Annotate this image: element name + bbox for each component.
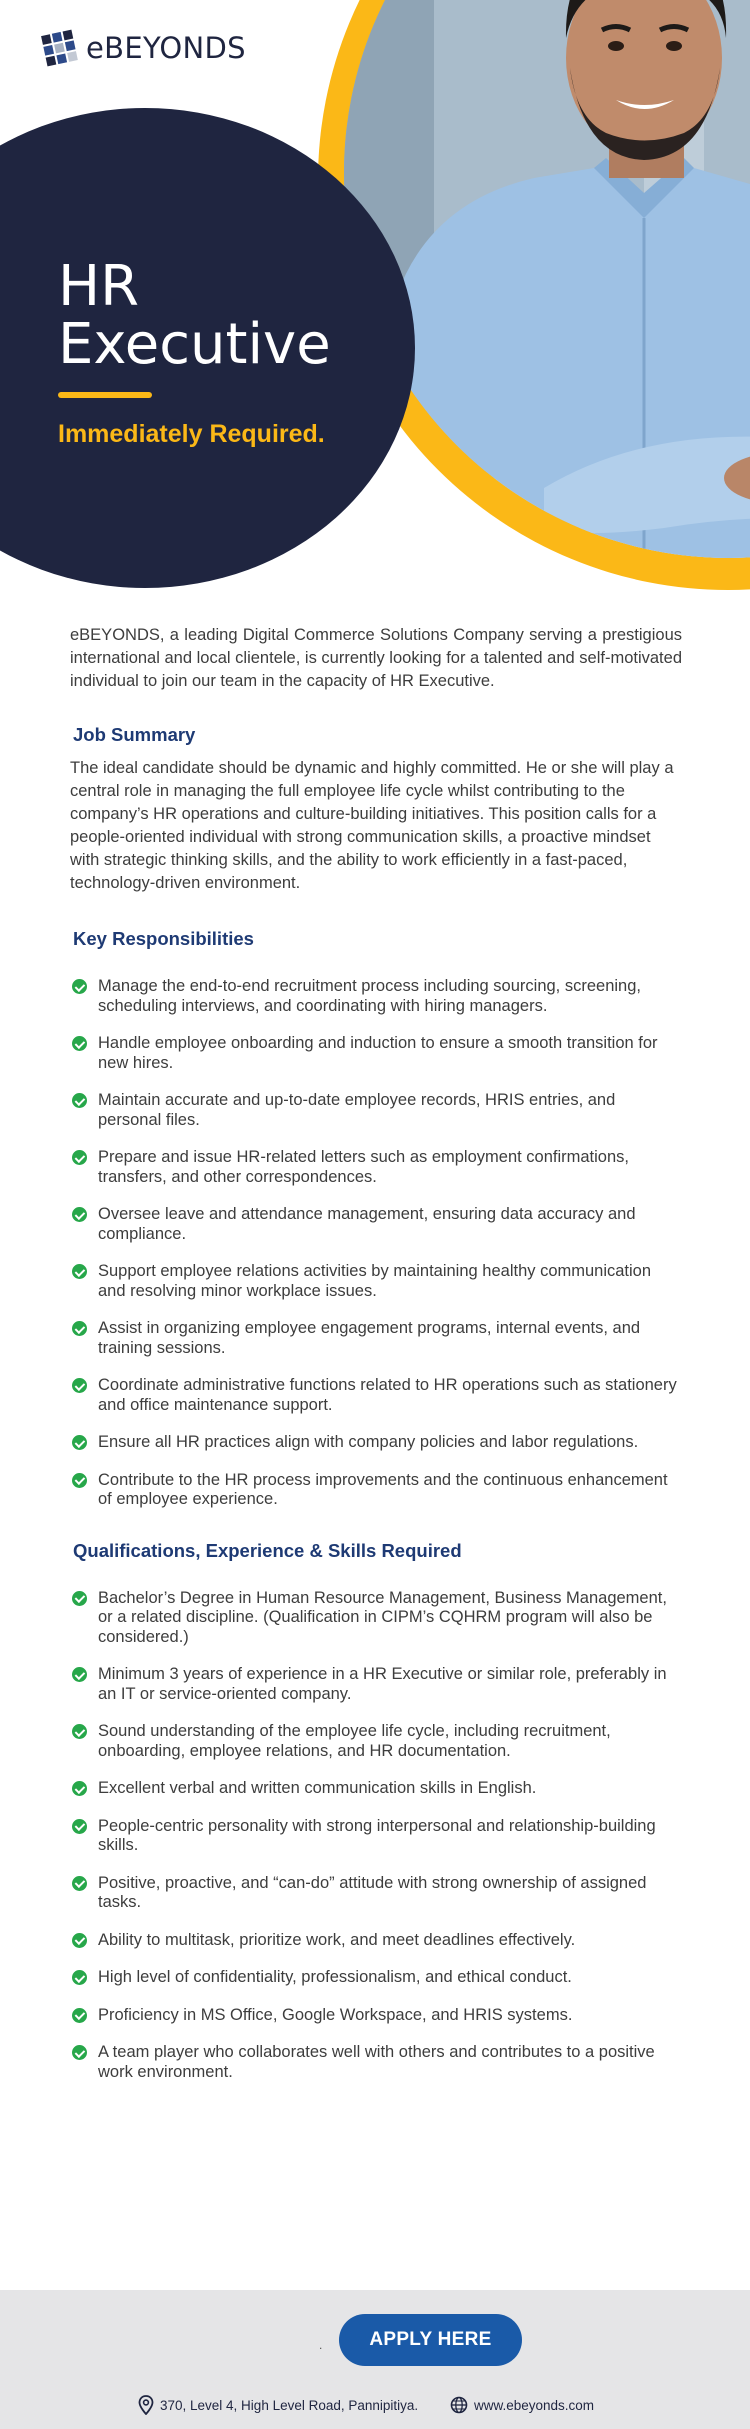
list-item (70, 1091, 682, 1130)
list-item (70, 1376, 682, 1415)
intro-paragraph: eBEYONDS, a leading Digital Commerce Solutions Company serving a prestigious international and local clientele, is currently looking for a talented and self-motivated individual to join our team in the capacity of HR Executive. (70, 626, 682, 690)
check-circle-icon (72, 1473, 87, 1488)
check-circle-icon (72, 1378, 87, 1393)
list-item (70, 1968, 682, 1988)
list-item-text: People-centric personality with strong interpersonal and relationship-building skills. (98, 1816, 656, 1854)
check-circle-icon (72, 1207, 87, 1222)
website-link[interactable]: www.ebeyonds.com (474, 2397, 595, 2413)
footer-website[interactable] (450, 2394, 594, 2416)
check-circle-icon (72, 1591, 87, 1606)
brand-logo (40, 24, 246, 72)
list-item-text: Proficiency in MS Office, Google Workspace, and HRIS systems. (98, 2005, 573, 2024)
list-item-text: Bachelor’s Degree in Human Resource Management, Business Management, or a related discipline. (Qualification in CIPM’s CQHRM program will also be considered.) (98, 1588, 667, 1646)
list-item (70, 1874, 682, 1913)
list-item (70, 1471, 682, 1510)
list-item-text: Sound understanding of the employee life cycle, including recruitment, onboarding, employee relations, and HR documentation. (98, 1722, 611, 1760)
check-circle-icon (72, 1819, 87, 1834)
qualifications-heading: Qualifications, Experience & Skills Required (73, 1539, 462, 1561)
check-circle-icon (72, 979, 87, 994)
check-circle-icon (72, 1667, 87, 1682)
list-item-text: A team player who collaborates well with others and contributes to a positive work environment. (98, 2043, 655, 2081)
check-circle-icon (72, 1876, 87, 1891)
list-item (70, 1148, 682, 1187)
list-item (70, 1262, 682, 1301)
list-item (70, 1779, 682, 1799)
footer-dot: . (319, 2338, 323, 2352)
list-item (70, 1589, 682, 1648)
job-summary-heading: Job Summary (73, 724, 196, 745)
list-item-text: Positive, proactive, and “can-do” attitude with strong ownership of assigned tasks. (98, 1873, 647, 1911)
list-item-text: Coordinate administrative functions related to HR operations such as stationery and office maintenance support. (98, 1376, 677, 1414)
list-item (70, 1665, 682, 1704)
apply-here-button[interactable]: APPLY HERE (339, 2314, 522, 2366)
list-item (70, 1817, 682, 1856)
check-circle-icon (72, 1150, 87, 1165)
list-item-text: Manage the end-to-end recruitment process including sourcing, screening, scheduling interviews, and coordinating with hiring managers. (98, 977, 641, 1015)
address-text: 370, Level 4, High Level Road, Pannipitiya. (160, 2397, 419, 2413)
title-line-1: HR (58, 254, 140, 319)
ebeyonds-logo-icon (40, 24, 84, 72)
list-item-text: Minimum 3 years of experience in a HR Executive or similar role, preferably in an IT or service-oriented company. (98, 1665, 667, 1703)
responsibilities-heading: Key Responsibilities (73, 928, 254, 949)
list-item-text: Ensure all HR practices align with company policies and labor regulations. (98, 1433, 639, 1451)
hero-subtitle: Immediately Required. (58, 420, 325, 448)
page-title (58, 254, 331, 377)
footer-address (138, 2394, 418, 2416)
list-item-text: Support employee relations activities by maintaining healthy communication and resolving minor workplace issues. (98, 1262, 652, 1300)
list-item (70, 1205, 682, 1244)
list-item (70, 1433, 682, 1453)
list-item (70, 2006, 682, 2026)
list-item (70, 1931, 682, 1951)
check-circle-icon (72, 1933, 87, 1948)
list-item-text: Maintain accurate and up-to-date employee records, HRIS entries, and personal files. (98, 1091, 616, 1129)
check-circle-icon (72, 1093, 87, 1108)
person-illustration (344, 0, 750, 558)
list-item (70, 1319, 682, 1358)
check-circle-icon (72, 1321, 87, 1336)
check-circle-icon (72, 1036, 87, 1051)
footer (0, 2290, 750, 2429)
list-item-text: Excellent verbal and written communication skills in English. (98, 1779, 537, 1797)
list-item-text: Contribute to the HR process improvements and the continuous enhancement of employee experience. (98, 1470, 668, 1508)
responsibilities-list (70, 977, 682, 1510)
list-item-text: Oversee leave and attendance management, ensuring data accuracy and compliance. (98, 1205, 636, 1243)
qualifications-list (70, 1589, 682, 2083)
check-circle-icon (72, 1970, 87, 1985)
list-item-text: Assist in organizing employee engagement programs, internal events, and training sessions. (98, 1319, 641, 1357)
list-item-text: Prepare and issue HR-related letters such as employment confirmations, transfers, and other correspondences. (98, 1148, 629, 1186)
check-circle-icon (72, 1724, 87, 1739)
list-item-text: Ability to multitask, prioritize work, and meet deadlines effectively. (98, 1930, 576, 1949)
check-circle-icon (72, 2045, 87, 2060)
list-item-text: High level of confidentiality, professionalism, and ethical conduct. (98, 1968, 572, 1986)
list-item-text: Handle employee onboarding and induction to ensure a smooth transition for new hires. (98, 1034, 658, 1072)
globe-icon (450, 2396, 468, 2414)
list-item (70, 1034, 682, 1073)
list-item (70, 2043, 682, 2082)
list-item (70, 977, 682, 1016)
job-content (70, 624, 682, 2100)
check-circle-icon (72, 1435, 87, 1450)
title-line-2: Executive (58, 312, 331, 377)
title-underline (58, 392, 152, 398)
list-item (70, 1722, 682, 1761)
job-summary-text: The ideal candidate should be dynamic and highly committed. He or she will play a central role in managing the full employee life cycle whilst contributing to the company’s HR operations and culture-building initiatives. This position calls for a people-oriented individual with strong communication skills, a proactive mindset with strategic thinking skills, and the ability to work efficiently in a fast-paced, technology-driven environment. (70, 759, 674, 892)
hero-banner (0, 0, 750, 600)
check-circle-icon (72, 1264, 87, 1279)
hero-photo (344, 0, 750, 558)
logo-text: eBEYONDS (86, 31, 246, 65)
location-pin-icon (138, 2395, 154, 2415)
check-circle-icon (72, 2008, 87, 2023)
check-circle-icon (72, 1781, 87, 1796)
